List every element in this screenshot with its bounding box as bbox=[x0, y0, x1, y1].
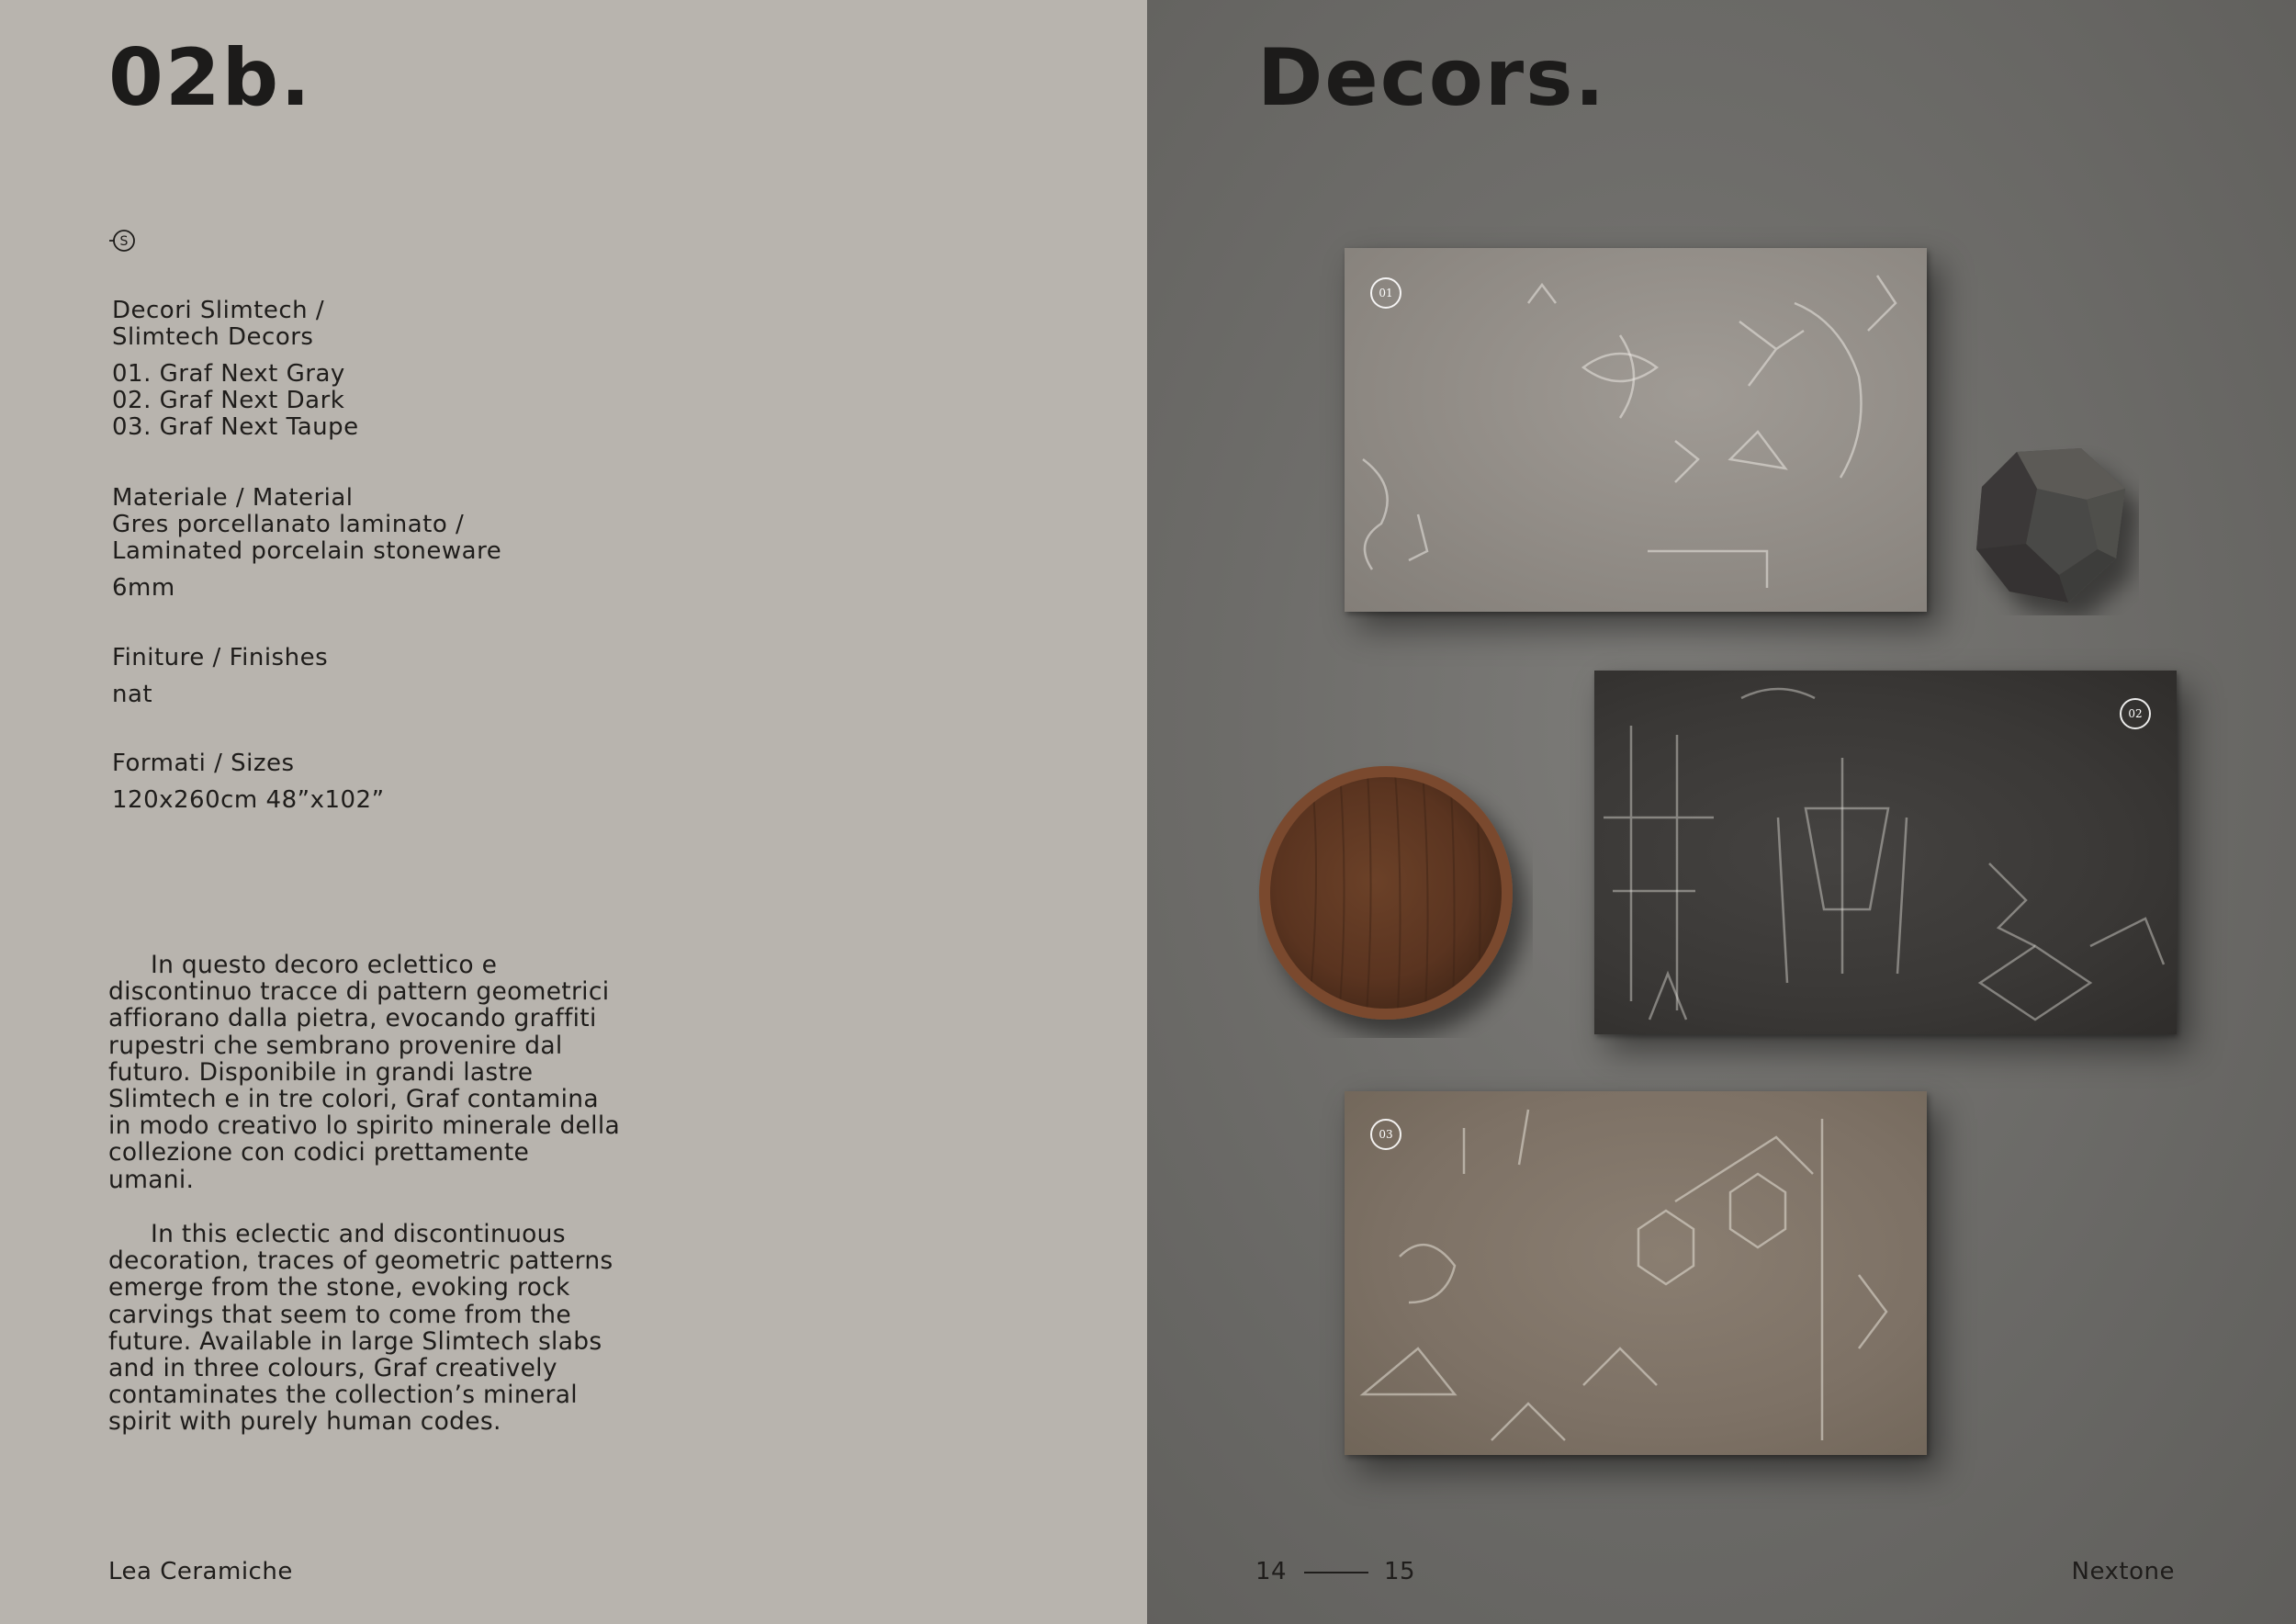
tile-number-badge: 02 bbox=[2120, 698, 2151, 729]
page-title: Decors. bbox=[1257, 32, 1607, 124]
thickness-value: 6mm bbox=[112, 574, 175, 602]
decors-heading-line2: Slimtech Decors bbox=[112, 323, 314, 351]
graffiti-pattern bbox=[1345, 1091, 1927, 1455]
page-number-divider bbox=[1304, 1572, 1368, 1573]
graffiti-pattern bbox=[1345, 248, 1927, 612]
section-number-title: 02b. bbox=[108, 32, 312, 124]
page-number-left: 14 bbox=[1255, 1558, 1288, 1585]
material-heading: Materiale / Material bbox=[112, 484, 354, 512]
finish-value: nat bbox=[112, 681, 153, 708]
decor-item: 01. Graf Next Gray bbox=[112, 360, 345, 388]
material-line1: Gres porcellanato laminato / bbox=[112, 511, 465, 538]
decor-item: 03. Graf Next Taupe bbox=[112, 413, 359, 441]
svg-text:S: S bbox=[119, 234, 129, 249]
graffiti-pattern bbox=[1594, 671, 2177, 1034]
dodecahedron-object bbox=[1969, 441, 2139, 615]
decors-heading-line1: Decori Slimtech / bbox=[112, 297, 325, 324]
left-page bbox=[0, 0, 1147, 1624]
finishes-heading: Finiture / Finishes bbox=[112, 644, 329, 671]
slimtech-s-icon bbox=[108, 226, 138, 255]
tile-number-badge: 03 bbox=[1370, 1119, 1401, 1150]
page-number-right: 15 bbox=[1384, 1558, 1416, 1585]
tile-graf-next-dark bbox=[1594, 671, 2177, 1034]
tile-graf-next-gray bbox=[1345, 248, 1927, 612]
decor-item: 02. Graf Next Dark bbox=[112, 387, 345, 414]
brand-name: Lea Ceramiche bbox=[108, 1558, 293, 1585]
tile-graf-next-taupe bbox=[1345, 1091, 1927, 1455]
sizes-heading: Formati / Sizes bbox=[112, 750, 295, 777]
size-value: 120x260cm 48”x102” bbox=[112, 786, 385, 814]
description-english: In this eclectic and discontinuous decoration, traces of geometric patterns emerge from the stone, evoking rock carvings that seem to come from the future. Available in large Slimtech slabs and in three colours, Graf creatively contaminates the collection’s mineral spirit with purely human codes. bbox=[108, 1220, 613, 1437]
tile-number-badge: 01 bbox=[1370, 277, 1401, 309]
description-italian: In questo decoro eclettico e discontinuo tracce di pattern geometrici affiorano dalla pietra, evocando graffiti rupestri che sembrano provenire dal futuro. Disponibile in grandi lastre Slimtech e in tre colori, Graf contamina in modo creativo lo spirito minerale della collezione con codici prettamente umani. bbox=[108, 951, 621, 1194]
material-line2: Laminated porcelain stoneware bbox=[112, 537, 502, 565]
wooden-plate-object bbox=[1257, 762, 1533, 1038]
collection-name: Nextone bbox=[2071, 1558, 2175, 1585]
right-page bbox=[1147, 0, 2296, 1624]
